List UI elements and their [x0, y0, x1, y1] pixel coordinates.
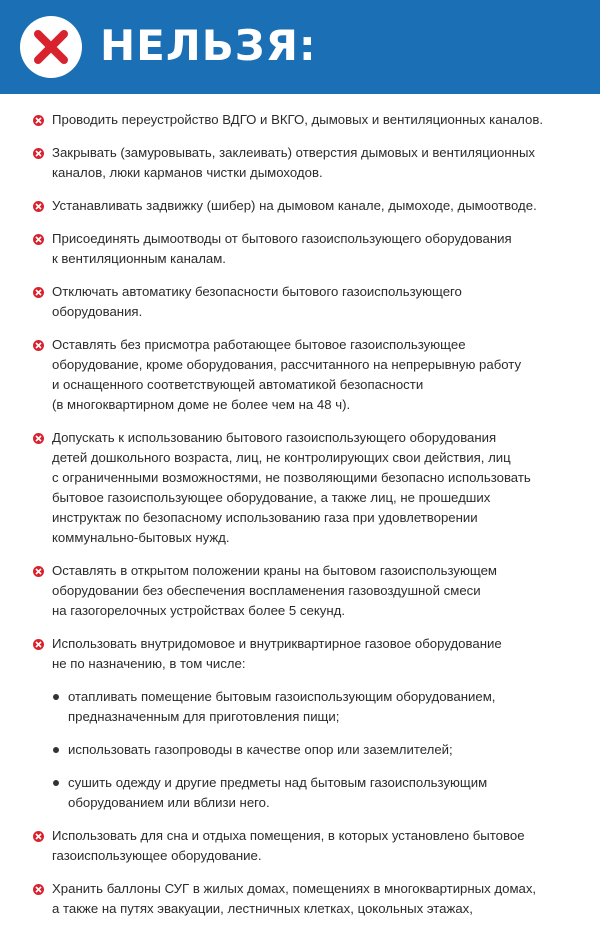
item-line: бытовое газоиспользующее оборудование, а также лиц, не прошедших — [52, 490, 491, 505]
item-line: оборудованием или вблизи него. — [68, 795, 270, 810]
list-item — [0, 282, 600, 322]
cross-bullet-icon — [33, 115, 44, 126]
cross-bullet-icon — [33, 831, 44, 842]
item-line: Оставлять без присмотра работающее бытовое газоиспользующее — [52, 337, 466, 352]
sub-list-item — [0, 687, 600, 727]
prohibition-list — [0, 110, 600, 932]
item-line: Проводить переустройство ВДГО и ВКГО, дымовых и вентиляционных каналов. — [52, 112, 544, 127]
list-item — [0, 335, 600, 415]
item-line: к вентиляционным каналам. — [52, 251, 226, 266]
item-line: оборудования. — [52, 304, 143, 319]
cross-bullet-icon — [33, 884, 44, 895]
item-line: коммунально-бытовых нужд. — [52, 530, 230, 545]
item-line: каналов, люки карманов чистки дымоходов. — [52, 165, 323, 180]
cross-icon — [20, 16, 82, 78]
list-item — [0, 826, 600, 866]
item-line: Использовать внутридомовое и внутриквартирное газовое оборудование — [52, 636, 502, 651]
cross-bullet-icon — [33, 201, 44, 212]
cross-bullet-icon — [33, 340, 44, 351]
cross-bullet-icon — [33, 433, 44, 444]
item-line: не по назначению, в том числе: — [52, 656, 246, 671]
list-item — [0, 634, 600, 674]
cross-bullet-icon — [33, 148, 44, 159]
cross-bullet-icon — [33, 566, 44, 577]
dot-bullet-icon — [53, 694, 59, 700]
cross-bullet-icon — [33, 234, 44, 245]
list-item — [0, 196, 600, 216]
item-line: инструктаж по безопасному использованию газа при удовлетворении — [52, 510, 478, 525]
sub-list-item — [0, 773, 600, 813]
list-item — [0, 110, 600, 130]
item-line: а также на путях эвакуации, лестничных клетках, цокольных этажах, — [52, 901, 473, 916]
header-banner — [0, 0, 600, 94]
item-line: Отключать автоматику безопасности бытового газоиспользующего — [52, 284, 462, 299]
item-line: оборудовании без обеспечения воспламенения газовоздушной смеси — [52, 583, 481, 598]
item-line: Присоединять дымоотводы от бытового газоиспользующего оборудования — [52, 231, 512, 246]
item-line: Оставлять в открытом положении краны на бытовом газоиспользующем — [52, 563, 497, 578]
item-line: отапливать помещение бытовым газоиспользующим оборудованием, — [68, 689, 496, 704]
item-line: Допускать к использованию бытового газоиспользующего оборудования — [52, 430, 497, 445]
item-line: газоиспользующее оборудование. — [52, 848, 262, 863]
list-item — [0, 229, 600, 269]
item-line: предназначенным для приготовления пищи; — [68, 709, 340, 724]
item-line: детей дошкольного возраста, лиц, не контролирующих свои действия, лиц — [52, 450, 511, 465]
list-item — [0, 428, 600, 548]
item-line: Устанавливать задвижку (шибер) на дымовом канале, дымоходе, дымоотводе. — [52, 198, 537, 213]
list-item — [0, 143, 600, 183]
item-line: (в многоквартирном доме не более чем на 48 ч). — [52, 397, 351, 412]
item-line: с ограниченными возможностями, не позволяющими безопасно использовать — [52, 470, 531, 485]
page-title: НЕЛЬЗЯ: — [100, 21, 317, 70]
item-line: Закрывать (замуровывать, заклеивать) отверстия дымовых и вентиляционных — [52, 145, 536, 160]
dot-bullet-icon — [53, 747, 59, 753]
list-item — [0, 879, 600, 919]
dot-bullet-icon — [53, 780, 59, 786]
item-line: сушить одежду и другие предметы над бытовым газоиспользующим — [68, 775, 488, 790]
item-line: использовать газопроводы в качестве опор или заземлителей; — [68, 742, 453, 757]
item-line: Хранить баллоны СУГ в жилых домах, помещениях в многоквартирных домах, — [52, 881, 537, 896]
item-line: на газогорелочных устройствах более 5 секунд. — [52, 603, 345, 618]
sub-list-item — [0, 740, 600, 760]
list-item — [0, 561, 600, 621]
item-line: оборудование, кроме оборудования, рассчитанного на непрерывную работу — [52, 357, 522, 372]
item-line: Использовать для сна и отдыха помещения, в которых установлено бытовое — [52, 828, 525, 843]
cross-bullet-icon — [33, 287, 44, 298]
item-line: и оснащенного соответствующей автоматикой безопасности — [52, 377, 424, 392]
cross-bullet-icon — [33, 639, 44, 650]
